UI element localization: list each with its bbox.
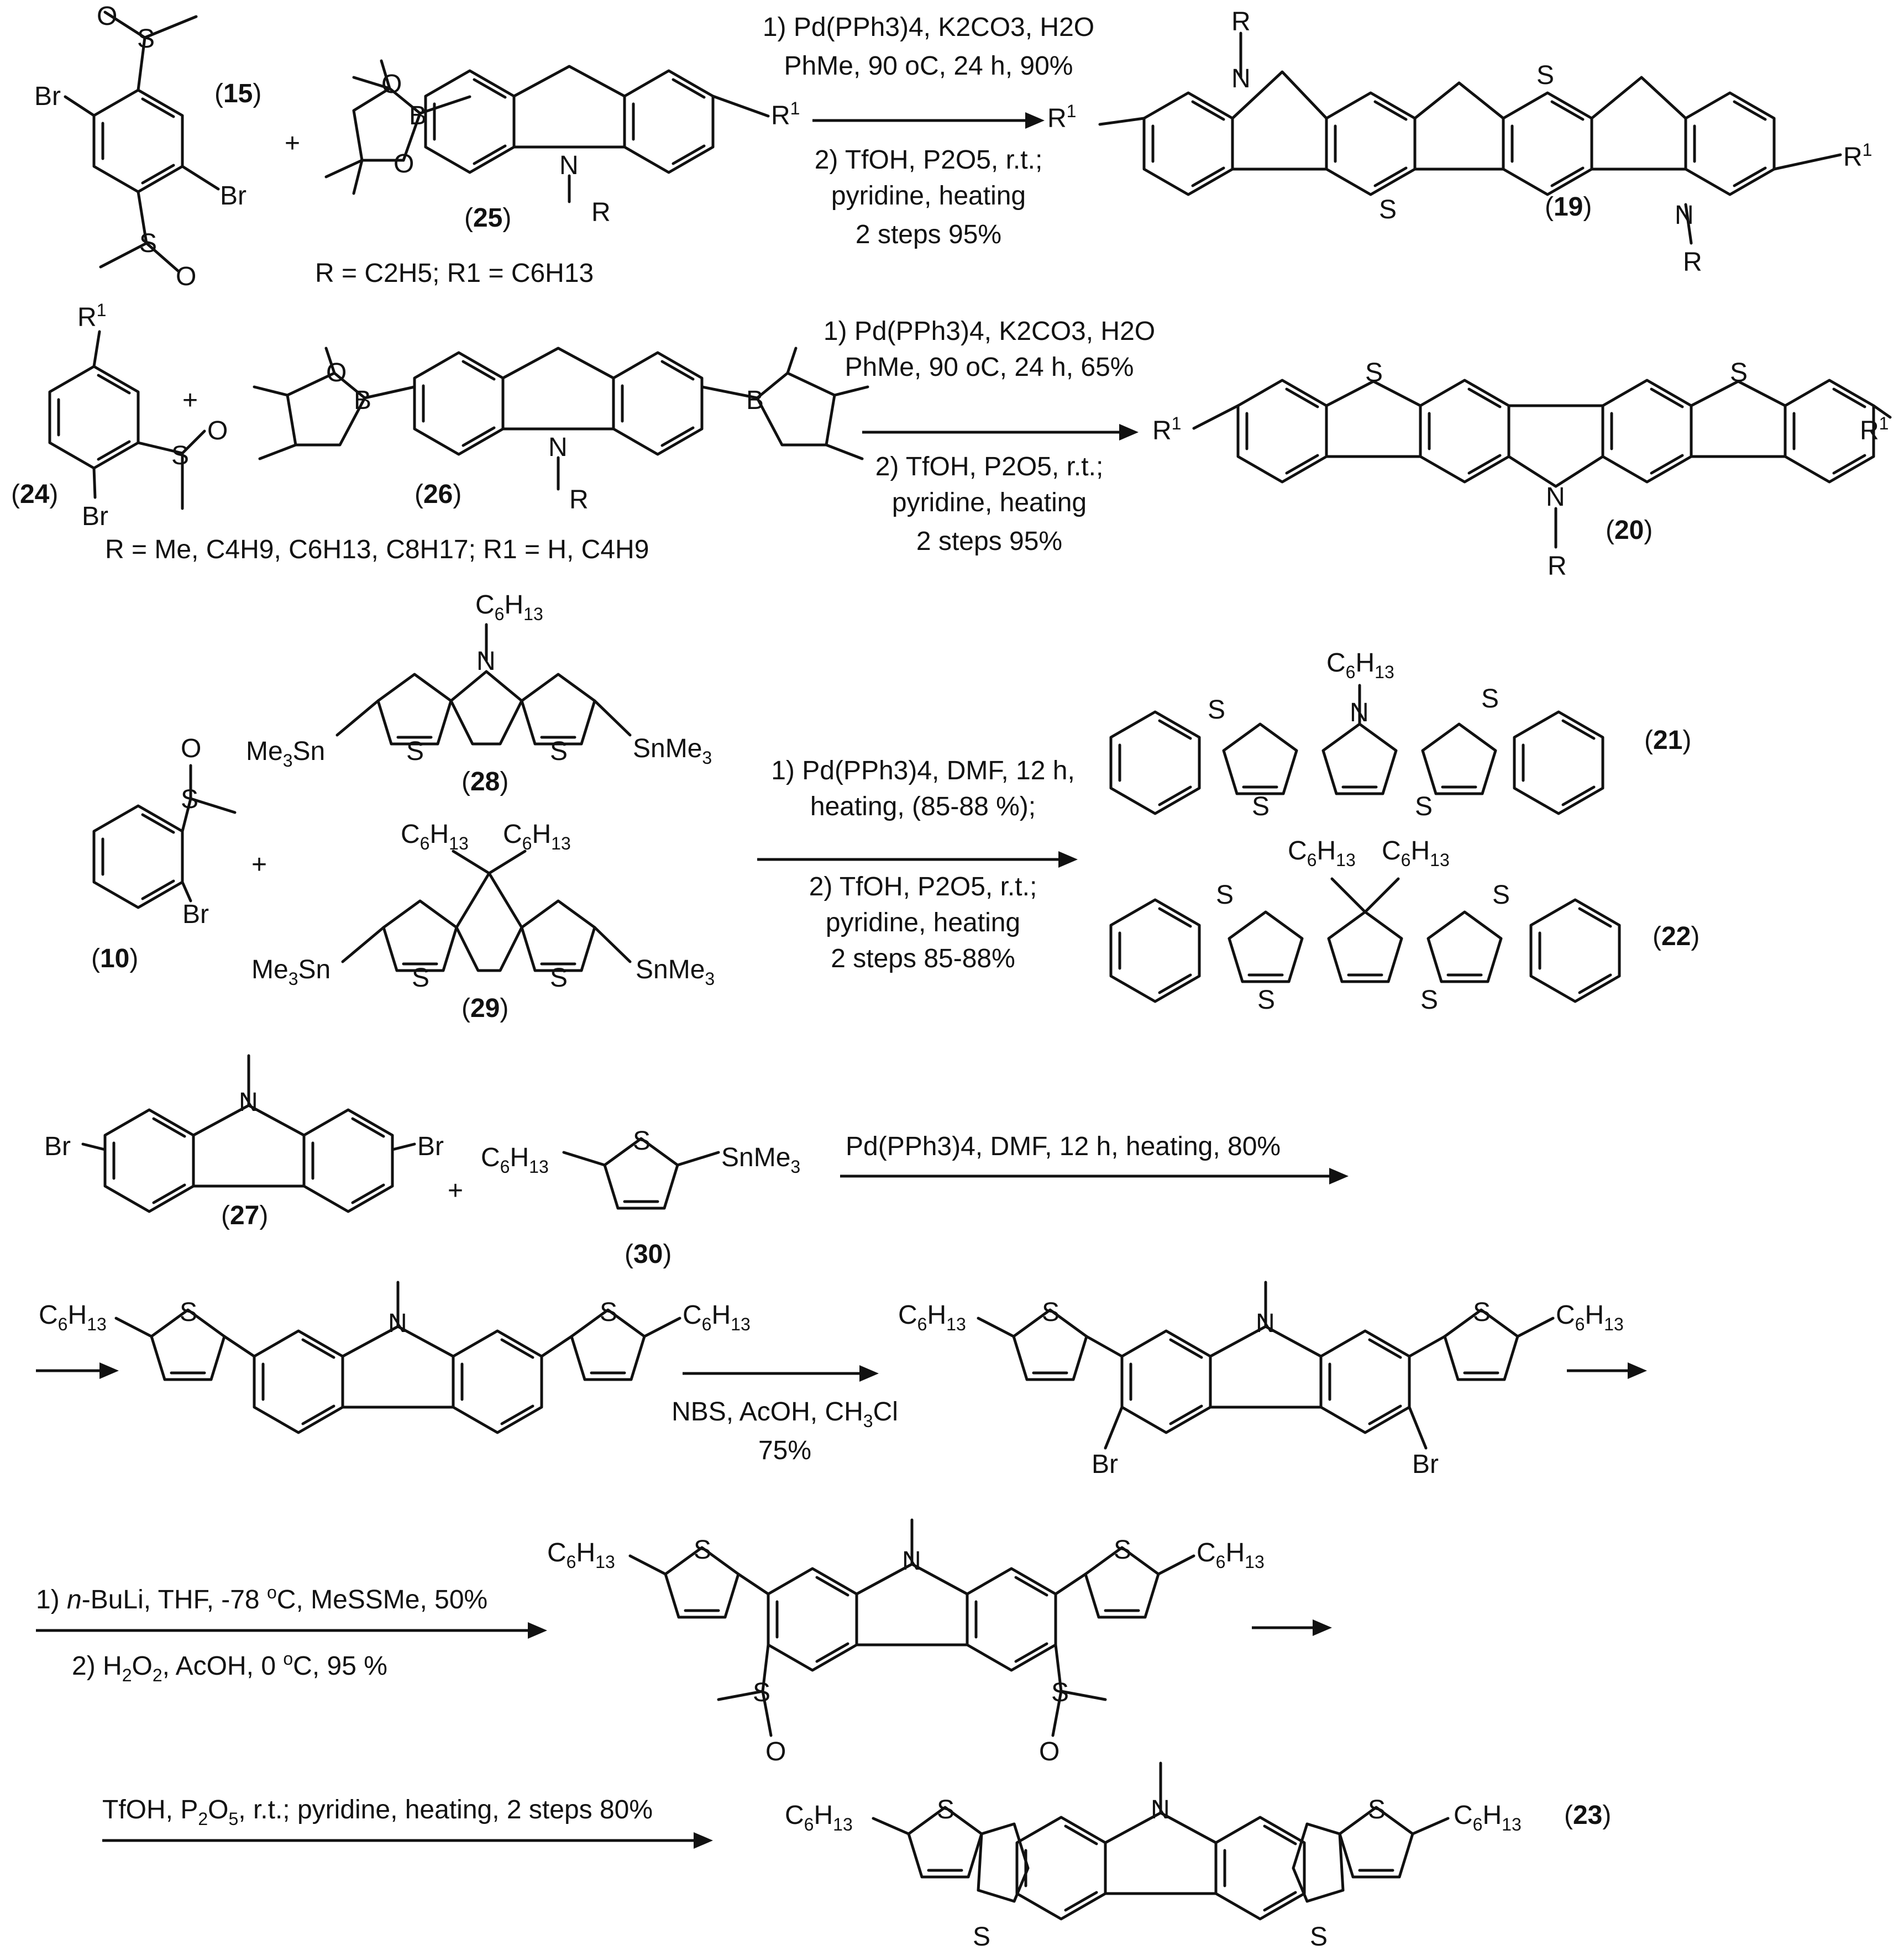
- atom-c6h13: $C_6H_{13}$: [1556, 1300, 1624, 1334]
- reaction-conditions: [771, 756, 1075, 973]
- plus-sign: +: [448, 1176, 464, 1205]
- compound-30: [481, 1126, 800, 1269]
- compound-27: [44, 1056, 444, 1230]
- atom-s: S: [550, 737, 568, 766]
- compound-21: [1111, 648, 1691, 821]
- atom-n: N: [902, 1546, 921, 1576]
- atom-br: Br: [1412, 1450, 1439, 1479]
- atom-s: S: [180, 1298, 198, 1327]
- reaction-conditions: [824, 317, 1155, 556]
- reaction-arrow: [102, 1832, 713, 1849]
- atom-r: R: [591, 198, 611, 227]
- atom-s: S: [1042, 1298, 1060, 1327]
- atom-r1: $R^1$: [1860, 413, 1889, 445]
- compound-number: (21): [1644, 726, 1692, 755]
- atom-s: S: [1415, 792, 1433, 821]
- compound-26: [254, 348, 868, 515]
- atom-s: S: [1420, 985, 1439, 1015]
- conditions-line: 1) n-BuLi, THF, -78 $^o$C, MeSSMe, 50%: [36, 1582, 488, 1614]
- svg-text:2) TfOH, P2O5, r.t.;: 2) TfOH, P2O5, r.t.;: [809, 872, 1037, 901]
- plus-sign: +: [182, 386, 198, 415]
- atom-s: S: [937, 1795, 955, 1824]
- compound-number: (25): [464, 203, 512, 233]
- atom-c6h13: $C_6H_{13}$: [401, 820, 469, 853]
- atom-c6h13: $C_6H_{13}$: [481, 1143, 549, 1177]
- compound-number: (23): [1564, 1801, 1612, 1830]
- compound-number: (26): [415, 480, 462, 509]
- atom-o: O: [207, 416, 228, 445]
- atom-s: S: [1481, 684, 1499, 714]
- svg-text:pyridine, heating: pyridine, heating: [825, 908, 1021, 937]
- atom-o: O: [326, 358, 347, 387]
- compound-25: [326, 61, 800, 233]
- atom-s: S: [973, 1922, 991, 1952]
- compound-22: [1111, 836, 1700, 1015]
- atom-n: N: [1151, 1795, 1170, 1824]
- atom-c6h13: $C_6H_{13}$: [503, 820, 571, 853]
- atom-n: N: [548, 433, 568, 462]
- compound-number: (28): [461, 767, 509, 796]
- atom-s: S: [412, 963, 430, 993]
- atom-s: S: [1368, 1795, 1386, 1824]
- atom-n: N: [388, 1309, 407, 1338]
- atom-br: Br: [82, 502, 108, 531]
- compound-number: (15): [214, 79, 262, 108]
- atom-r: R: [1548, 552, 1567, 581]
- atom-r1: $R^1$: [1152, 413, 1182, 445]
- atom-o: O: [176, 262, 197, 291]
- atom-br: Br: [182, 900, 209, 929]
- compound-number: (22): [1653, 922, 1700, 951]
- svg-text:pyridine, heating: pyridine, heating: [891, 488, 1087, 517]
- atom-o: O: [97, 2, 118, 31]
- svg-text:1) Pd(PPh3)4, K2CO3, H2O: 1) Pd(PPh3)4, K2CO3, H2O: [823, 317, 1156, 346]
- atom-s: S: [753, 1678, 771, 1707]
- reaction-conditions: [36, 1582, 487, 1685]
- atom-n: N: [1256, 1309, 1275, 1338]
- atom-o: O: [1039, 1737, 1060, 1766]
- compound-15: [34, 2, 261, 291]
- reaction-arrow: [840, 1168, 1349, 1184]
- atom-c6h13: $C_6H_{13}$: [1288, 836, 1356, 870]
- atom-c6h13: $C_6H_{13}$: [39, 1300, 107, 1334]
- svg-text:2) TfOH, P2O5, r.t.;: 2) TfOH, P2O5, r.t.;: [814, 145, 1043, 175]
- atom-r1: $R^1$: [77, 300, 107, 332]
- atom-o: O: [381, 70, 402, 99]
- reaction-arrow: [757, 851, 1078, 868]
- atom-n: N: [239, 1088, 258, 1117]
- atom-b: B: [354, 386, 372, 415]
- atom-c6h13: $C_6H_{13}$: [683, 1300, 751, 1334]
- reaction-arrow: [1567, 1362, 1647, 1379]
- atom-snme3: $Me_3Sn$: [246, 737, 326, 770]
- compound-24: [11, 300, 228, 531]
- reaction-arrow: [862, 424, 1139, 441]
- svg-text:1) Pd(PPh3)4, DMF, 12 h,: 1) Pd(PPh3)4, DMF, 12 h,: [771, 756, 1075, 785]
- compound-23: [785, 1763, 1611, 1952]
- atom-s: S: [1208, 695, 1226, 725]
- atom-br: Br: [1092, 1450, 1118, 1479]
- atom-s: S: [1365, 358, 1383, 387]
- compound-number: (29): [461, 994, 509, 1023]
- atom-s: S: [633, 1126, 651, 1156]
- compound-20: [1152, 358, 1890, 581]
- svg-text:1) Pd(PPh3)4, K2CO3, H2O: 1) Pd(PPh3)4, K2CO3, H2O: [762, 13, 1095, 42]
- atom-s: S: [1257, 985, 1276, 1015]
- atom-s: S: [1252, 792, 1270, 821]
- atom-r: R: [1231, 7, 1251, 36]
- reaction-conditions: [672, 1397, 898, 1465]
- atom-s: S: [181, 785, 199, 814]
- svg-text:2 steps 85-88%: 2 steps 85-88%: [831, 944, 1015, 973]
- svg-text:heating, (85-88 %);: heating, (85-88 %);: [810, 792, 1036, 821]
- reaction-conditions: Pd(PPh3)4, DMF, 12 h, heating, 80%: [846, 1132, 1281, 1161]
- compound-number: (19): [1545, 192, 1592, 222]
- atom-r1: $R^1$: [1047, 101, 1077, 133]
- compound-10: [91, 734, 235, 973]
- conditions-line: NBS, AcOH, $CH_3Cl$: [672, 1397, 898, 1431]
- reaction-arrow: [683, 1365, 879, 1382]
- plus-sign: +: [285, 129, 301, 158]
- compound-28: [246, 590, 712, 796]
- compound-number: (27): [221, 1201, 269, 1230]
- reaction-arrow: [1252, 1619, 1332, 1636]
- atom-r: R: [1683, 248, 1702, 277]
- atom-s: S: [1536, 61, 1555, 90]
- conditions-line: 2) $H_2O_2$, AcOH, 0 $^o$C, 95 %: [72, 1649, 387, 1685]
- atom-s: S: [550, 963, 568, 993]
- atom-b: B: [409, 101, 427, 130]
- atom-c6h13: $C_6H_{13}$: [898, 1300, 966, 1334]
- atom-b: B: [746, 386, 764, 415]
- svg-text:pyridine, heating: pyridine, heating: [831, 181, 1026, 211]
- reaction-arrow: [36, 1622, 547, 1639]
- atom-o: O: [394, 149, 415, 179]
- atom-s: S: [171, 441, 190, 470]
- atom-br: Br: [220, 181, 246, 211]
- atom-o: O: [765, 1737, 786, 1766]
- atom-snme3: SnMe$_3$: [636, 955, 715, 989]
- atom-s: S: [1051, 1678, 1069, 1707]
- atom-br: Br: [44, 1132, 71, 1161]
- compound-number: (24): [11, 480, 59, 509]
- atom-s: S: [1310, 1922, 1328, 1952]
- atom-s: S: [1473, 1298, 1491, 1327]
- atom-s: S: [1379, 195, 1397, 224]
- svg-text:PhMe, 90 oC, 24 h, 65%: PhMe, 90 oC, 24 h, 65%: [845, 353, 1134, 382]
- svg-text:2 steps 95%: 2 steps 95%: [916, 527, 1063, 556]
- compound-19: [1047, 7, 1872, 277]
- compound-number: (20): [1606, 516, 1653, 545]
- atom-n: N: [1675, 201, 1694, 230]
- reaction-arrow: [812, 112, 1045, 129]
- intermediate-bis-thienyl-carbazole: [39, 1282, 751, 1433]
- atom-n: N: [1231, 64, 1251, 93]
- atom-r1: $R^1$: [1843, 140, 1872, 172]
- substituent-definition: R = Me, C4H9, C6H13, C8H17; R1 = H, C4H9: [105, 535, 649, 564]
- compound-number: (30): [625, 1240, 672, 1269]
- atom-c6h13: $C_6H_{13}$: [1454, 1801, 1522, 1834]
- atom-s: S: [1492, 880, 1510, 910]
- atom-c6h13: $C_6H_{13}$: [1326, 648, 1394, 682]
- atom-s: S: [139, 229, 158, 258]
- substituent-definition: R = C2H5; R1 = C6H13: [315, 259, 594, 288]
- atom-br: Br: [417, 1132, 444, 1161]
- atom-r: R: [569, 485, 589, 515]
- atom-s: S: [1114, 1535, 1132, 1565]
- reaction-conditions: TfOH, $P_2O_5$, r.t.; pyridine, heating, 2 steps 80%: [102, 1795, 653, 1829]
- atom-s: S: [1730, 358, 1748, 387]
- atom-br: Br: [34, 82, 61, 111]
- intermediate-dibromo: [898, 1282, 1624, 1479]
- atom-c6h13: $C_6H_{13}$: [547, 1538, 615, 1572]
- intermediate-bis-sulfoxide: [547, 1520, 1265, 1766]
- svg-text:PhMe, 90 oC, 24 h, 90%: PhMe, 90 oC, 24 h, 90%: [784, 51, 1073, 81]
- svg-text:75%: 75%: [758, 1436, 812, 1465]
- atom-c6h13: $C_6H_{13}$: [1382, 836, 1450, 870]
- atom-s: S: [406, 737, 424, 766]
- atom-n: N: [1350, 698, 1369, 727]
- atom-r1: $R^1$: [771, 98, 800, 130]
- atom-s: S: [600, 1298, 618, 1327]
- atom-n: N: [559, 151, 579, 180]
- reaction-conditions: [763, 13, 1094, 249]
- atom-n: N: [1546, 483, 1565, 512]
- atom-snme3: SnMe$_3$: [633, 734, 712, 768]
- atom-c6h13: $C_6H_{13}$: [475, 590, 543, 624]
- atom-c6h13: $C_6H_{13}$: [785, 1801, 853, 1834]
- reaction-arrow: [36, 1362, 119, 1379]
- atom-c6h13: $C_6H_{13}$: [1197, 1538, 1265, 1572]
- atom-s: S: [694, 1535, 712, 1565]
- atom-s: S: [137, 24, 155, 54]
- atom-o: O: [181, 734, 202, 763]
- atom-snme3: $Me_3Sn$: [251, 955, 331, 989]
- svg-text:2 steps 95%: 2 steps 95%: [855, 220, 1002, 249]
- atom-s: S: [1216, 880, 1234, 910]
- atom-n: N: [476, 647, 496, 676]
- compound-29: [251, 820, 715, 1023]
- atom-snme3: SnMe$_3$: [721, 1143, 801, 1177]
- svg-text:2) TfOH, P2O5, r.t.;: 2) TfOH, P2O5, r.t.;: [875, 452, 1104, 481]
- compound-number: (10): [91, 944, 139, 973]
- plus-sign: +: [251, 850, 267, 879]
